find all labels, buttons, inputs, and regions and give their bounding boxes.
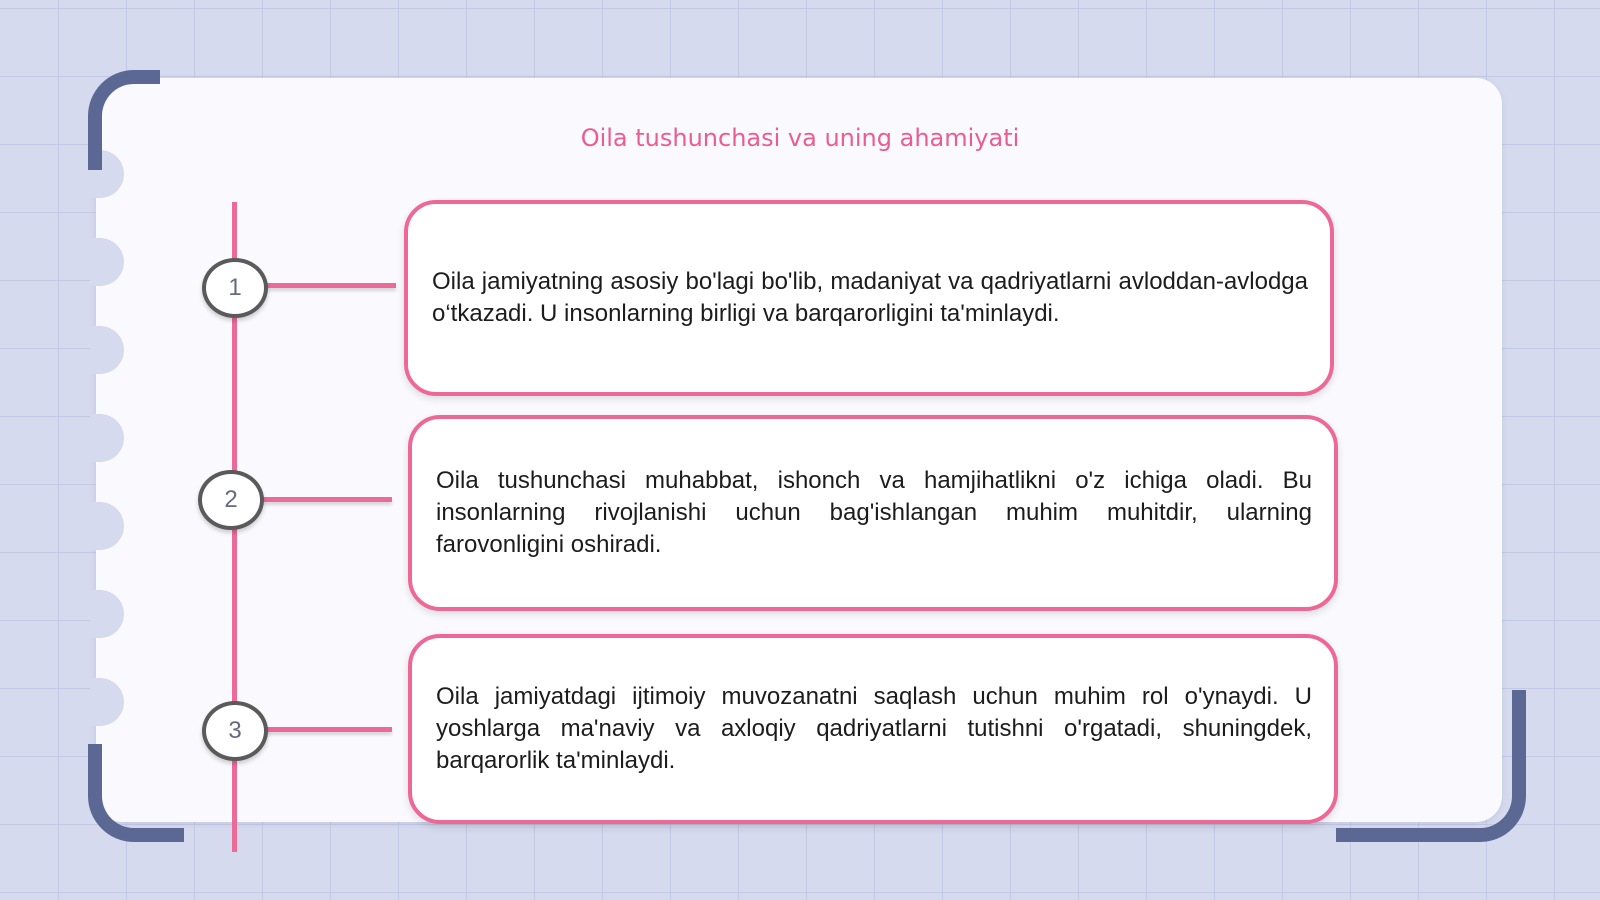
item-box-1 [404, 200, 1334, 396]
connector-3 [266, 727, 392, 732]
frame-corner-bottom-left [88, 744, 184, 842]
frame-corner-bottom-right [1336, 690, 1526, 842]
item-text-1: Oila jamiyatning asosiy bo'lagi bo'lib, madaniyat va qadriyatlarni avloddan-avlodga o‘tkazadi. U insonlarning birligi va barqarorligini ta'minlaydi. [432, 268, 1308, 327]
item-text-3: Oila jamiyatdagi ijtimoiy muvozanatni saqlash uchun muhim rol o'ynaydi. U yoshlarga ma'naviy va axloqiy qadriyatlarni tutishni o'rgatadi, shuningdek, barqarorlik ta'minlaydi. [436, 683, 1312, 774]
frame-corner-top-left [88, 70, 160, 170]
connector-1 [266, 283, 396, 288]
step-number-2: 2 [198, 470, 264, 530]
item-box-3 [408, 634, 1338, 824]
step-number-1: 1 [202, 258, 268, 318]
connector-2 [262, 497, 392, 502]
item-text-2: Oila tushunchasi muhabbat, ishonch va hamjihatlikni o'z ichiga oladi. Bu insonlarning rivojlanishi uchun bag'ishlangan muhim muhitdir, ularning farovonligini oshiradi. [436, 467, 1312, 558]
step-number-3: 3 [202, 701, 268, 761]
item-box-2 [408, 415, 1338, 611]
slide-title: Oila tushunchasi va uning ahamiyati [580, 124, 1020, 152]
